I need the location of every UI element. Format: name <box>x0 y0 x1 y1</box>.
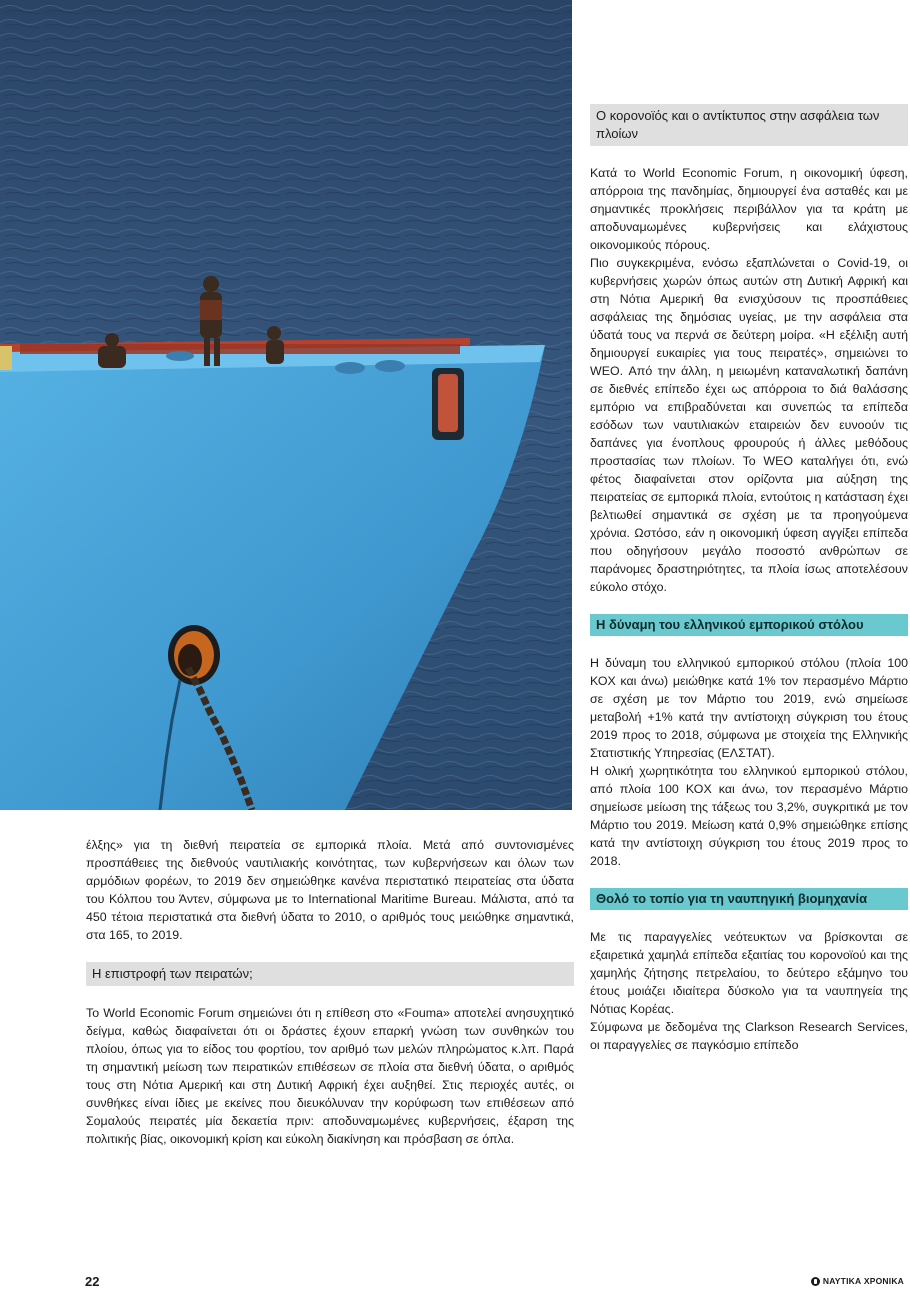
paragraph: Η δύναμη του ελληνικού εμπορικού στόλου (πλοία 100 ΚΟΧ και άνω) μειώθηκε κατά 1% τον περασμένο Μάρτιο σε σχέση με τον Μάρτιο του 2019, ενώ σημείωσε μεταβολή +1% κατά την αντίστοιχη σύγκριση του έτους 2019 προς το 2018, σύμφωνα με στοιχεία της Ελληνικής Στατιστικής Υπηρεσίας (ΕΛΣΤΑΤ). <box>590 656 908 760</box>
paragraph: Με τις παραγγελίες νεότευκτων να βρίσκονται σε εξαιρετικά χαμηλά επίπεδα εξαιτίας του κορονοϊού και της χαμηλής ζήτησης πετρελαίου, το δεύτερο εξάμηνο του έτους μοιάζει ιδιαίτερα δύσκολο για τα ναυπηγεία της Νότιας Κορέας. <box>590 930 908 1016</box>
right-column <box>590 104 908 1054</box>
magazine-brand <box>811 1276 904 1286</box>
section-heading-shipbuilding: Θολό το τοπίο για τη ναυπηγική βιομηχανία <box>590 888 908 910</box>
section-heading-pirates-return: Η επιστροφή των πειρατών; <box>86 962 574 986</box>
paragraph: Σύμφωνα με δεδομένα της Clarkson Research Services, οι παραγγελίες σε παγκόσμιο επίπεδο <box>590 1020 908 1052</box>
paragraph: Η ολική χωρητικότητα του ελληνικού εμπορικού στόλου, από πλοία 100 ΚΟΧ και άνω, τον περασμένο Μάρτιο σημείωσε μείωση της τάξεως του 3,2%, συγκριτικά με τον Μάρτιο του 2019. Μείωση κατά 0,9% σημειώθηκε επίσης κατά την αντίστοιχη σύγκριση του έτους 2019 προς το 2018. <box>590 764 908 868</box>
magazine-name: ΝΑΥΤΙΚΑ ΧΡΟΝΙΚΑ <box>822 1276 904 1286</box>
ship-bow-photo <box>0 0 572 810</box>
section-heading-greek-fleet: Η δύναμη του ελληνικού εμπορικού στόλου <box>590 614 908 636</box>
section-heading-coronavirus: Ο κορονοϊός και ο αντίκτυπος στην ασφάλεια των πλοίων <box>590 104 908 146</box>
paragraph: Κατά το World Economic Forum, η οικονομική ύφεση, απόρροια της πανδημίας, δημιουργεί ένα ασταθές και με σημαντικές προκλήσεις περιβάλλον για τα κράτη με αποδυναμωμένες κυβερνήσεις και ελάχιστους οικονομικούς πόρους. <box>590 166 908 252</box>
page-number: 22 <box>85 1274 100 1289</box>
left-column <box>86 836 574 1148</box>
paragraph: Πιο συγκεκριμένα, ενόσω εξαπλώνεται ο Covid-19, οι κυβερνήσεις χωρών όπως αυτών στη Δυτική Αφρική και στη Νότια Αμερική θα ενισχύσουν τις προσπάθειες ασφάλειας της δημόσιας υγείας, με την ασφάλεια στα ύδατά τους να περνά σε δεύτερη μοίρα. «Η εξέλιξη αυτή δημιουργεί ευκαιρίες για τους πειρατές», σημειώνει το WEO. Από την άλλη, η μειωμένη καταναλωτική δαπάνη σε διεθνές επίπεδο έχει ως απόρροια το διά θαλάσσης εμπόριο να επιβραδύνεται και συνεπώς τα επίπεδα εσόδων των ναυτιλιακών εταιρειών δεν ευνοούν τις δαπάνες για ένοπλους φρουρούς ή άλλες μεθόδους προστασίας των πλοίων. Το WEO καταλήγει ότι, ενώ φέτος διαφαίνεται στον ορίζοντα μια αύξηση της πειρατείας σε εμπορικά πλοία, εντούτοις η κατάσταση έχει βελτιωθεί σημαντικά σε σχέση με τα προηγούμενα χρόνια. Ωστόσο, εάν η οικονομική ύφεση αγγίξει επίπεδα που οδηγήσουν μεγάλο ποσοστό ανθρώπων σε παράνομες δραστηριότητες, τα πλοία ίσως αποτελέσουν εύκολο στόχο. <box>590 256 908 594</box>
paragraph: Το World Economic Forum σημειώνει ότι η επίθεση στο «Fouma» αποτελεί ανησυχητικό δείγμα, καθώς διαφαίνεται ότι οι δράστες έχουν επαρκή γνώση των συνθηκών του πλοίου, όπως για το είδος του φορτίου, τον αριθμό των μελών πληρώματος κ.λπ. Παρά τη σημαντική μείωση των πειρατικών επιθέσεων σε πλοία στα διεθνή ύδατα, ο αριθμός τους στη Νότια Αμερική και στη Δυτική Αφρική έχει αυξηθεί. Στις περιοχές αυτές, οι συνθήκες είναι ίδιες με εκείνες που διευκόλυναν την κορύφωση των επιθέσεων από Σομαλούς πειρατές μία δεκαετία πριν: αποδυναμωμένες κυβερνήσεις, έξαρση της πολιτικής βίας, οικονομική κρίση και εύκολη διακίνηση και πρόσβαση σε όπλα. <box>86 1006 574 1146</box>
paragraph: έλξης» για τη διεθνή πειρατεία σε εμπορικά πλοία. Μετά από συντονισμένες προσπάθειες της διεθνούς ναυτιλιακής κοινότητας, των κυβερνήσεων και όλων των αρμόδιων φορέων, το 2019 δεν σημειώθηκε κανένα περιστατικό πειρατείας στα ύδατα του Κόλπου του Άντεν, σύμφωνα με το International Maritime Bureau. Μάλιστα, από τα 450 τέτοια περιστατικά στα διεθνή ύδατα το 2010, ο αριθμός τους μειώθηκε σημαντικά, στα 165, το 2019. <box>86 838 574 942</box>
magazine-logo-icon <box>811 1277 820 1286</box>
